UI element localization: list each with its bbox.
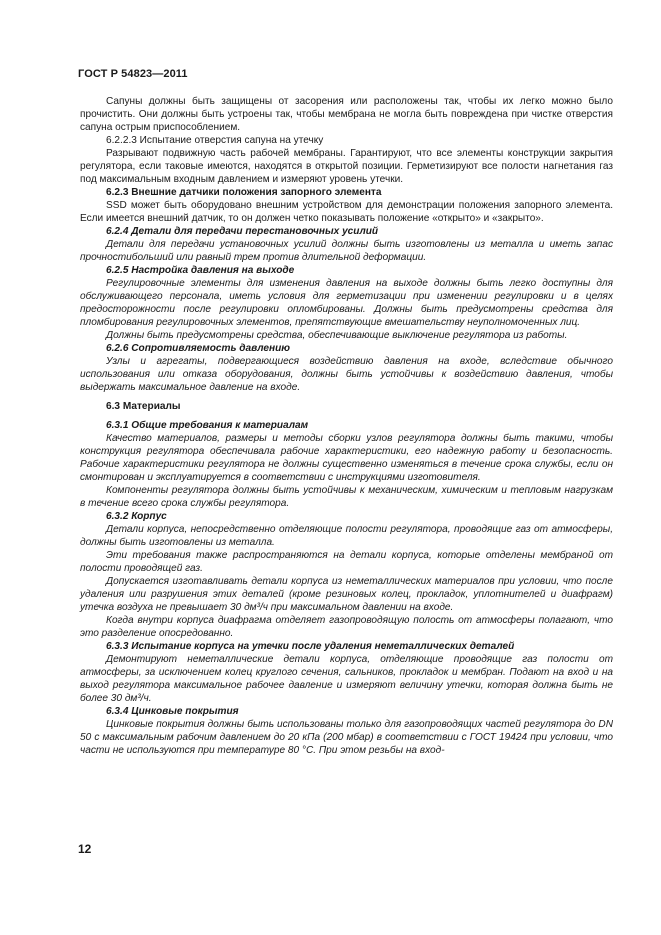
paragraph: Эти требования также распространяются на детали корпуса, которые отделены мембраной от полости проводящей газ.	[80, 550, 613, 574]
paragraph: Разрывают подвижную часть рабочей мембраны. Гарантируют, что все элементы конструкции закрытия регулятора, если таковые имеются, находятся в открытой позиции. Герметизируют все полости нагнетания газ под максимальным входным давлением и измеряют уровень утечки.	[80, 148, 613, 185]
section-heading: 6.3 Материалы	[106, 401, 181, 412]
subsection-heading: 6.2.6 Сопротивляемость давлению	[106, 343, 290, 354]
paragraph: Допускается изготавливать детали корпуса из неметаллических материалов при условии, что после удаления или разрушения этих деталей (кроме резиновых колец, прокладок, уплотнителей и диафрагм) утечка воздуха не превышает 30 дм³/ч при максимальном давлении на входе.	[80, 576, 613, 613]
paragraph: Когда внутри корпуса диафрагма отделяет газопроводящую полость от атмосферы полагают, что это разделение опосредованно.	[80, 615, 613, 639]
paragraph: Регулировочные элементы для изменения давления на выходе должны быть легко доступны для обслуживающего персонала, иметь условия для герметизации при изменении регулировки и в целях предосторожности после регулировки опломбированы. Должны быть предусмотрены средства для пломбирования регулировочных элементов, препятствующие вмешательству неуполномоченных лиц.	[80, 278, 613, 328]
paragraph: 6.2.2.3 Испытание отверстия сапуна на утечку	[106, 135, 324, 146]
paragraph: Компоненты регулятора должны быть устойчивы к механическим, химическим и тепловым нагрузкам в течение всего срока службы регулятора.	[80, 485, 613, 509]
subsection-heading: 6.2.4 Детали для передачи перестановочных усилий	[106, 226, 379, 237]
document-body	[80, 95, 613, 757]
subsection-heading: 6.3.4 Цинковые покрытия	[106, 706, 239, 717]
paragraph: Должны быть предусмотрены средства, обеспечивающие выключение регулятора из работы.	[106, 330, 568, 341]
paragraph: SSD может быть оборудовано внешним устройством для демонстрации положения запорного элемента. Если имеется внешний датчик, то он должен четко показывать положение «открыто» и «закрыто».	[80, 200, 613, 224]
subsection-heading: 6.3.2 Корпус	[106, 511, 167, 522]
subsection-heading: 6.2.5 Настройка давления на выходе	[106, 265, 295, 276]
paragraph: Узлы и агрегаты, подвергающиеся воздействию давления на входе, вследствие обычного использования или отказа оборудования, должны быть устойчивы к воздействию давления, чтобы выдержать максимальное давление на входе.	[80, 356, 613, 393]
subsection-heading: 6.3.1 Общие требования к материалам	[106, 420, 309, 431]
paragraph: Качество материалов, размеры и методы сборки узлов регулятора должны быть такими, чтобы конструкция регулятора обеспечивала рабочие характеристики, его надежную работу и безопасность. Рабочие характеристики регулятора не должны существенно изменяться в течение срока службы, если он смонтирован и эксплуатируется в соответствии с инструкциями изготовителя.	[80, 433, 613, 483]
subsection-heading: 6.3.3 Испытание корпуса на утечки после удаления неметаллических деталей	[106, 641, 515, 652]
document-header: ГОСТ Р 54823—2011	[78, 68, 188, 80]
page-number: 12	[78, 842, 92, 856]
paragraph: Демонтируют неметаллические детали корпуса, отделяющие проводящие газ полости от атмосферы, за исключением колец круглого сечения, сальников, прокладок и мембран. Подают на вход и на выход регулятора максимальное рабочее давление и измеряют величину утечки, которая должна быть не более 30 дм³/ч.	[80, 654, 613, 704]
subsection-heading: 6.2.3 Внешние датчики положения запорного элемента	[106, 187, 382, 198]
paragraph: Детали для передачи установочных усилий должны быть изготовлены из металла и иметь запас прочностибольший или равный трем против длительной деформации.	[80, 239, 613, 263]
paragraph: Детали корпуса, непосредственно отделяющие полости регулятора, проводящие газ от атмосферы, должны быть изготовлены из металла.	[80, 524, 613, 548]
paragraph: Цинковые покрытия должны быть использованы только для газопроводящих частей регулятора до DN 50 с максимальным рабочим давлением до 20 кПа (200 мбар) в соответствии с ГОСТ 19424 при условии, что части не используются при температуре 80 °С. При этом резьбы на вход-	[80, 719, 613, 756]
paragraph: Сапуны должны быть защищены от засорения или расположены так, чтобы их легко можно было прочистить. Они должны быть устроены так, чтобы мембрана не могла быть повреждена при чистке отверстия сапуна острым приспособлением.	[80, 96, 613, 133]
